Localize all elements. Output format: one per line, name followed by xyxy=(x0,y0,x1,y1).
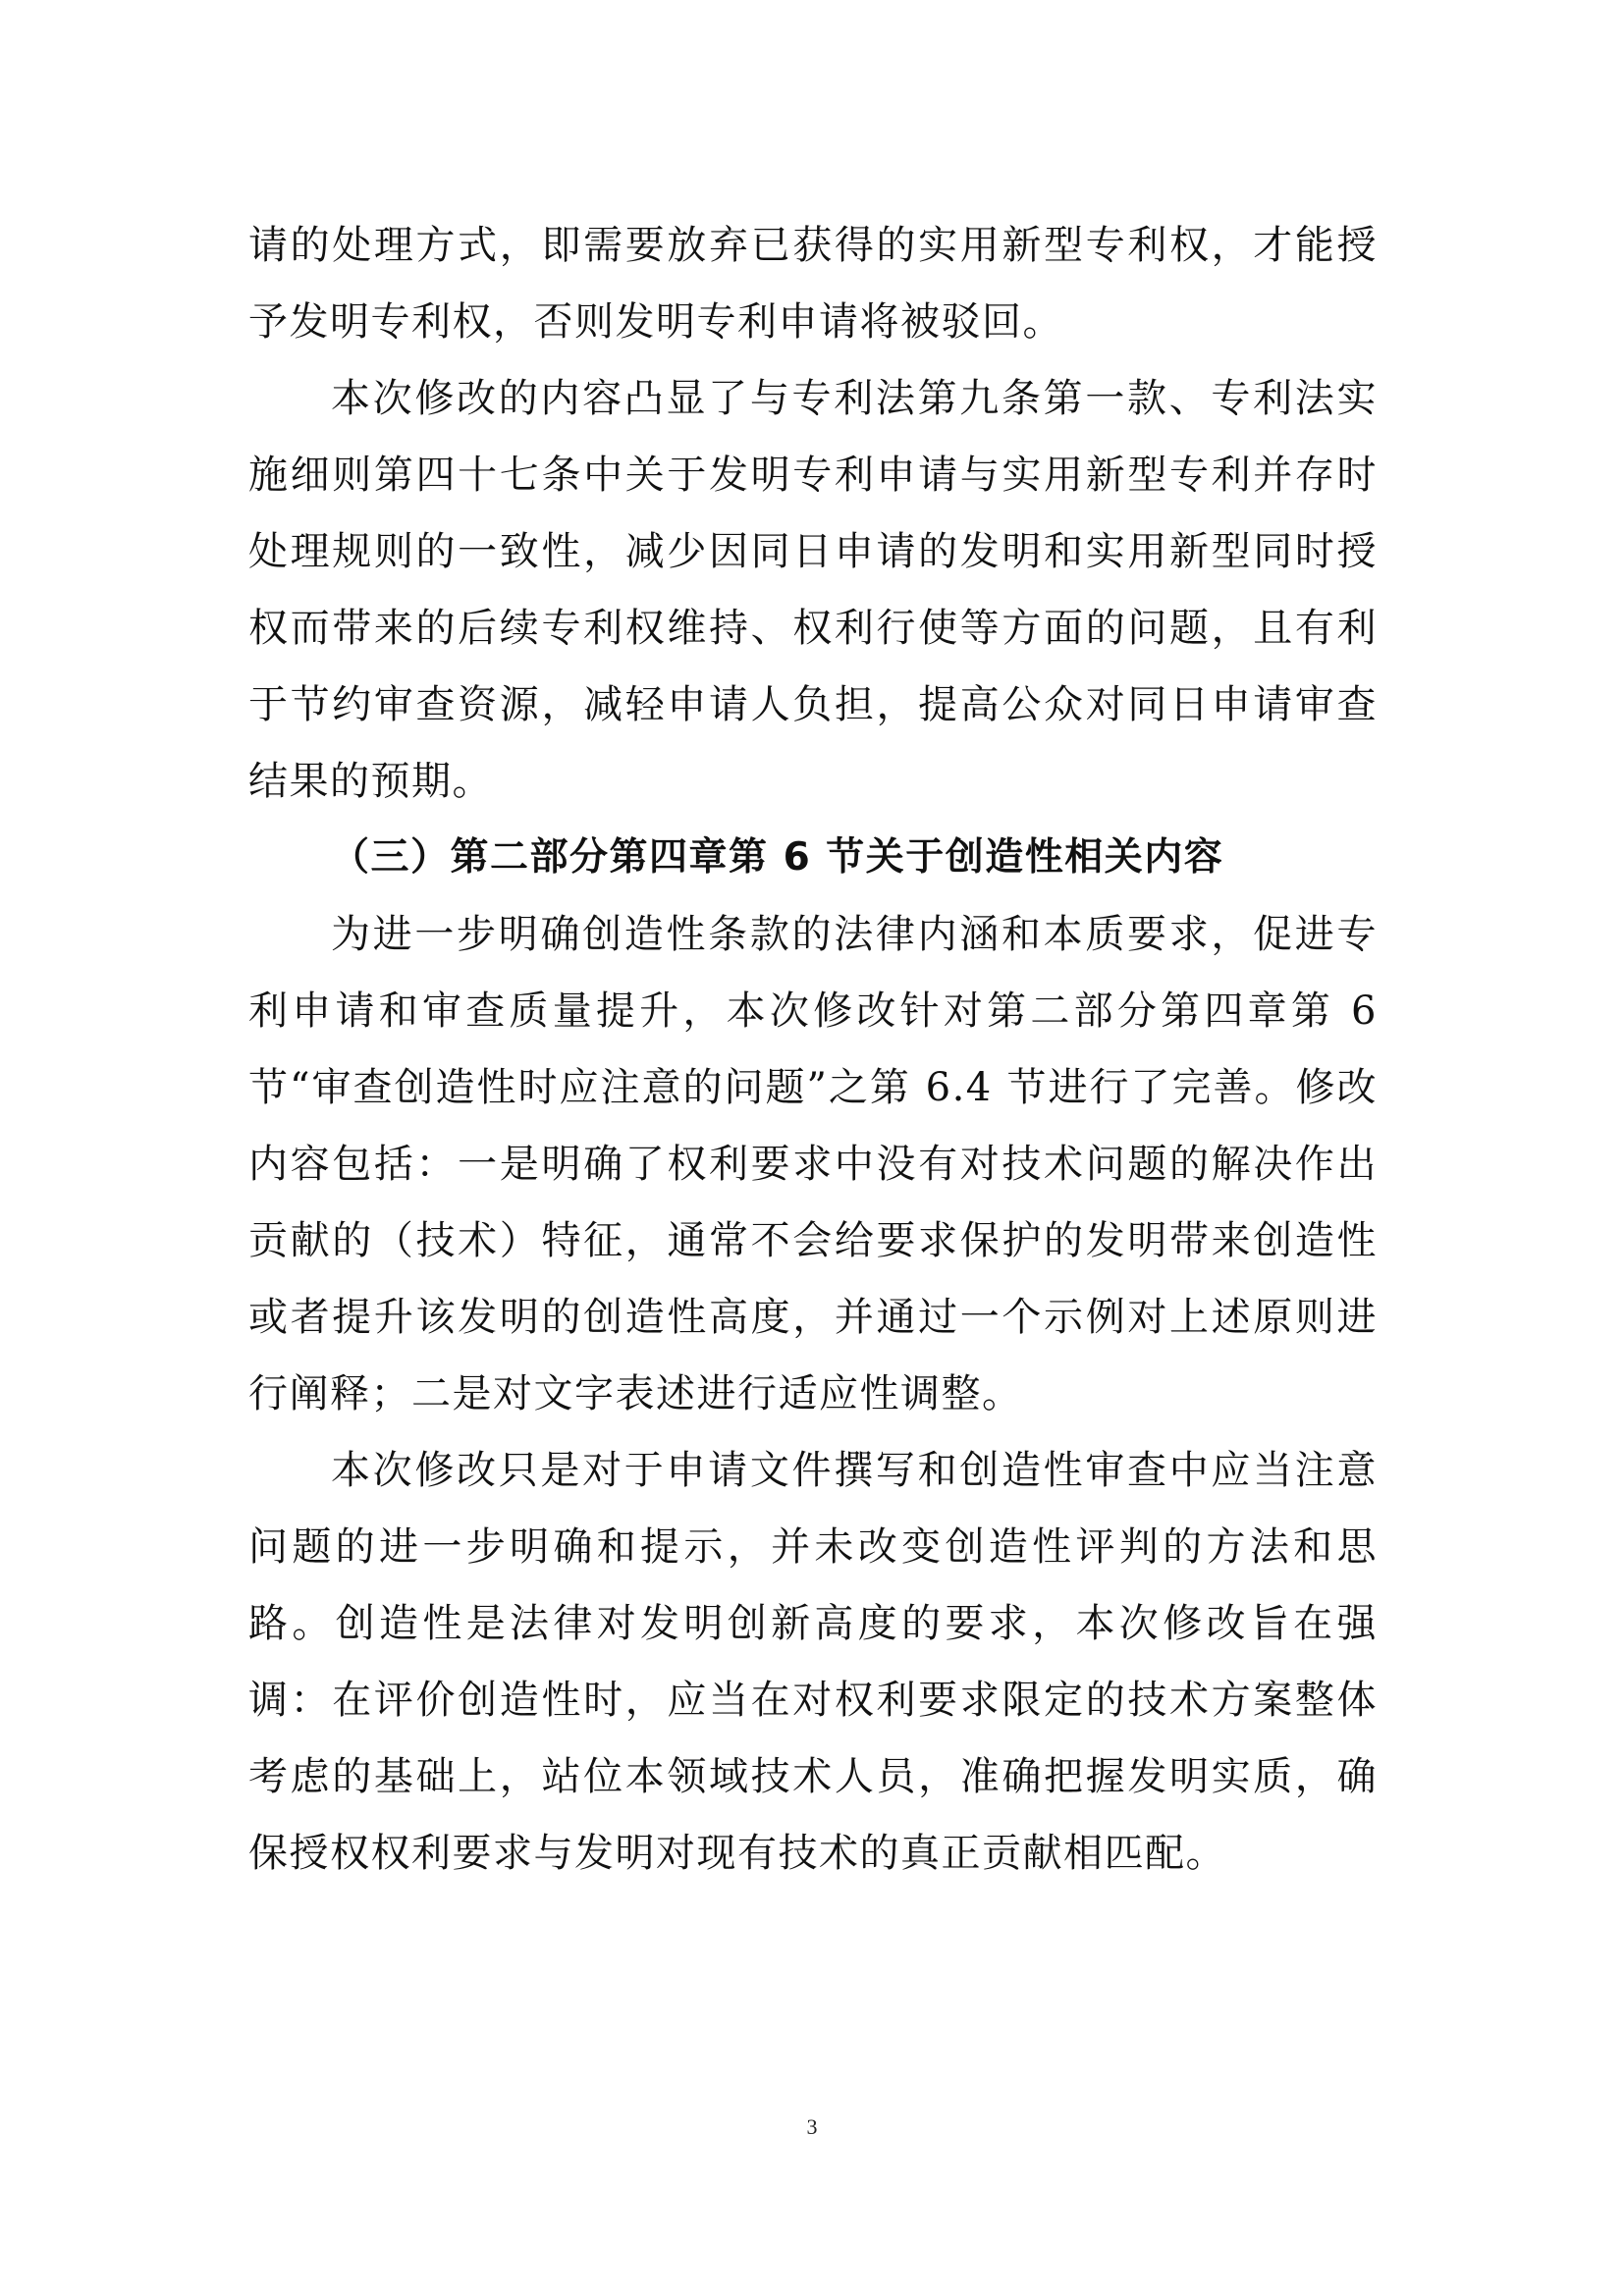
paragraph-revision-consistency: 本次修改的内容凸显了与专利法第九条第一款、专利法实施细则第四十七条中关于发明专利申请与实用新型专利并存时处理规则的一致性，减少因同日申请的发明和实用新型同时授权而带来的后续专利权维持、权利行使等方面的问题，且有利于节约审查资源，减轻申请人负担，提高公众对同日申请审查结果的预期。 xyxy=(248,376,1378,804)
page-number: 3 xyxy=(806,2114,818,2139)
paragraph-creativity-revision: 为进一步明确创造性条款的法律内涵和本质要求，促进专利申请和审查质量提升，本次修改针对第二部分第四章第 6 节“审查创造性时应注意的问题”之第 6.4 节进行了完善。修改内容包括：一是明确了权利要求中没有对技术问题的解决作出贡献的（技术）特征，通常不会给要求保护的发明带来创造性或者提升该发明的创造性高度，并通过一个示例对上述原则进行阐释；二是对文字表述进行适应性调整。 xyxy=(248,912,1378,1416)
paragraph-creativity-purpose: 本次修改只是对于申请文件撰写和创造性审查中应当注意问题的进一步明确和提示，并未改变创造性评判的方法和思路。创造性是法律对发明创新高度的要求，本次修改旨在强调：在评价创造性时，应当在对权利要求限定的技术方案整体考虑的基础上，站位本领域技术人员，准确把握发明实质，确保授权权利要求与发明对现有技术的真正贡献相匹配。 xyxy=(248,1448,1378,1876)
document-body xyxy=(248,207,1378,1892)
paragraph-continuation: 请的处理方式，即需要放弃已获得的实用新型专利权，才能授予发明专利权，否则发明专利申请将被驳回。 xyxy=(248,223,1378,345)
section-heading-creativity: （三）第二部分第四章第 6 节关于创造性相关内容 xyxy=(331,835,1224,880)
